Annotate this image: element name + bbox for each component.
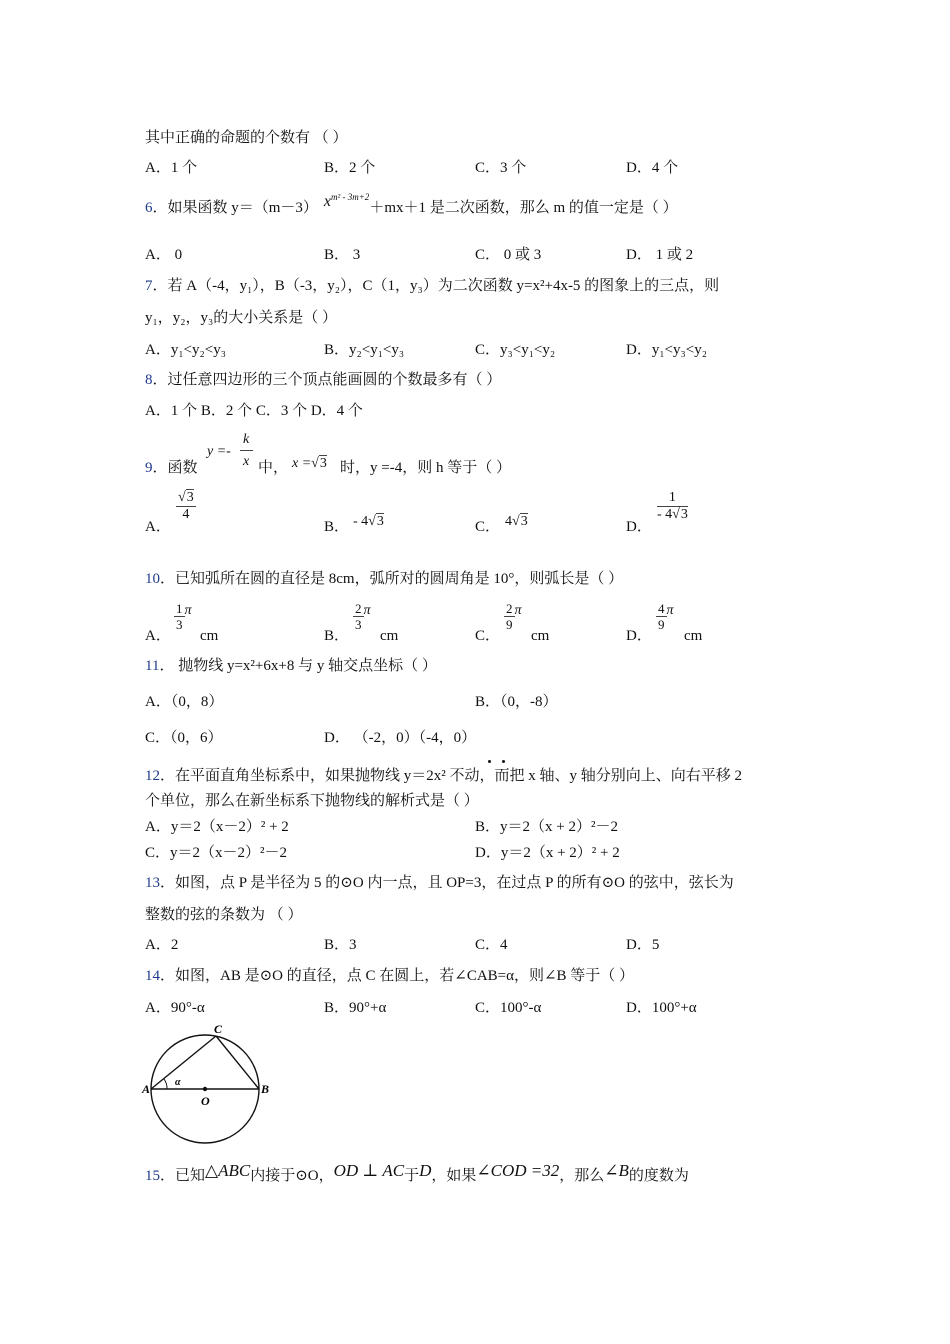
q12-number: 12 — [145, 768, 160, 784]
q9-option-a-letter: A． — [145, 519, 171, 535]
label-alpha: α — [175, 1077, 181, 1088]
q6-exponent: m² - 3m+2 — [331, 192, 370, 202]
q8-number: 8 — [145, 372, 153, 388]
q9-number: 9 — [145, 460, 153, 476]
q6-option-a: A． 0 — [145, 247, 183, 263]
q10-option-b-unit: cm — [380, 628, 399, 644]
q5-option-b: B．2 个 — [324, 160, 376, 176]
q11-option-b: B．（0，-8） — [475, 694, 558, 710]
q5-option-a: A．1 个 — [145, 160, 198, 176]
q14-option-c: C．100°-α — [475, 1000, 542, 1016]
q9-text-b: 中， — [258, 460, 289, 476]
q14-text: ．如图，AB 是⊙O 的直径，点 C 在圆上，若∠CAB=α，则∠B 等于（ ） — [160, 968, 635, 984]
q13-option-c: C．4 — [475, 937, 508, 953]
q9-x-value: x =√3 — [292, 456, 327, 471]
q15-text-b: 内接于⊙O， — [250, 1168, 334, 1184]
q15-perpendicular: OD ⊥ AC — [333, 1161, 405, 1180]
q15-point-d: D — [419, 1161, 432, 1180]
q9-option-c-letter: C． — [475, 519, 501, 535]
emphasis-dot — [502, 760, 505, 763]
q15-angle-cod: ∠COD =32 — [476, 1161, 560, 1180]
q14-stem — [145, 966, 634, 986]
q10-option-a-letter: A． — [145, 628, 171, 644]
q12-option-a: A．y＝2（x－2）² + 2 — [145, 819, 289, 835]
q7-number: 7 — [145, 278, 153, 294]
q10-option-c-unit: cm — [531, 628, 550, 644]
q10-option-c-value: $\frac{2}{9}$ π — [506, 601, 522, 632]
q15-text-f: ，如果 — [431, 1168, 477, 1184]
q10-option-d-letter: D． — [626, 628, 652, 644]
q7-option-d: D．y₁<y₃<y₂ — [626, 342, 707, 358]
q12-text-a: ．在平面直角坐标系中，如果抛物线 y＝2x² 不动，而把 x 轴、y 轴分别向上、向右平移 2 — [160, 768, 743, 784]
q13-stem-line2: 整数的弦的条数为 （ ） — [145, 907, 303, 923]
label-c: C — [214, 1022, 223, 1036]
q7-stem-line1 — [145, 276, 719, 296]
q12-option-d: D．y＝2（x + 2）² + 2 — [475, 845, 620, 861]
q10-option-b-value: $\frac{2}{3}$ π — [355, 601, 371, 632]
q6-option-c: C． 0 或 3 — [475, 247, 542, 263]
q9-option-b-value: - 4√3 — [353, 514, 384, 529]
q9-option-a-value: √3 4 — [178, 490, 194, 522]
q8-options: A．1 个 B．2 个 C．3 个 D．4 个 — [145, 403, 363, 419]
q14-option-a: A．90°-α — [145, 1000, 205, 1016]
q14-option-b: B．90°+α — [324, 1000, 387, 1016]
label-b: B — [261, 1082, 270, 1096]
q13-text-a: ．如图，点 P 是半径为 5 的⊙O 内一点，且 OP=3，在过点 P 的所有⊙O 的弦中，弦长为 — [160, 875, 734, 891]
q8-text: ．过任意四边形的三个顶点能画圆的个数最多有（ ） — [152, 372, 502, 388]
q11-option-d: D． （-2，0）（-4，0） — [324, 730, 477, 746]
q5-option-d: D．4 个 — [626, 160, 679, 176]
q13-stem-line1 — [145, 873, 734, 893]
q11-option-c: C．（0，6） — [145, 730, 223, 746]
label-o: O — [201, 1094, 210, 1108]
q13-option-a: A．2 — [145, 937, 179, 953]
q15-number: 15 — [145, 1168, 160, 1184]
q7-option-a: A．y₁<y₂<y₃ — [145, 342, 226, 358]
q13-option-b: B．3 — [324, 937, 357, 953]
q13-option-d: D．5 — [626, 937, 660, 953]
q11-number: 11 — [145, 658, 160, 674]
q15-text-a: ．已知 — [160, 1168, 206, 1184]
q14-number: 14 — [145, 968, 160, 984]
label-a: A — [142, 1082, 151, 1096]
q10-option-a-value: $\frac{1}{3}$ π — [176, 601, 192, 632]
q14-option-d: D．100°+α — [626, 1000, 697, 1016]
q15-angle-b: ∠B — [604, 1161, 629, 1180]
q6-text-a: ．如果函数 y＝（m－3） — [152, 200, 318, 216]
q10-stem — [145, 569, 623, 589]
q11-option-a: A．（0，8） — [145, 694, 224, 710]
q10-text: ．已知弧所在圆的直径是 8cm，弧所对的圆周角是 10°，则弧长是（ ） — [160, 571, 624, 587]
q12-stem-line1 — [145, 766, 742, 786]
q15-triangle: △ABC — [205, 1161, 251, 1180]
angle-arc — [164, 1079, 167, 1089]
q10-option-d-unit: cm — [684, 628, 703, 644]
q6-text-b: ＋mx＋1 是二次函数，那么 m 的值一定是（ ） — [369, 200, 678, 216]
q10-option-a-unit: cm — [200, 628, 219, 644]
circle-diagram — [140, 1022, 275, 1147]
q6-stem — [145, 192, 678, 219]
q5-option-c: C．3 个 — [475, 160, 527, 176]
q15-text-h: ，那么 — [559, 1168, 605, 1184]
q10-option-d-value: $\frac{4}{9}$ π — [658, 601, 674, 632]
q6-number: 6 — [145, 200, 153, 216]
q11-stem — [145, 656, 437, 676]
q15-stem — [145, 1161, 689, 1186]
q13-number: 13 — [145, 875, 160, 891]
q6-x: x — [323, 193, 332, 210]
q9-option-c-value: 4√3 — [505, 514, 528, 529]
q5-stem: 其中正确的命题的个数有 （ ） — [145, 130, 348, 146]
chord-ac — [151, 1036, 216, 1089]
q7-option-b: B．y₂<y₁<y₃ — [324, 342, 405, 358]
q12-option-b: B．y＝2（x + 2）²－2 — [475, 819, 618, 835]
q9-text-c: 时，y =-4，则 h 等于（ ） — [340, 460, 511, 476]
q7-stem-line2: y₁，y₂，y₃的大小关系是（ ） — [145, 310, 337, 326]
q12-stem-line2: 个单位，那么在新坐标系下抛物线的解析式是（ ） — [145, 793, 479, 809]
q10-option-b-letter: B． — [324, 628, 350, 644]
q12-option-c: C．y＝2（x－2）²－2 — [145, 845, 288, 861]
q10-number: 10 — [145, 571, 160, 587]
q9-stem — [145, 458, 198, 478]
q9-text-a: ．函数 — [152, 460, 198, 476]
center-point-o — [203, 1087, 207, 1091]
q8-stem — [145, 370, 501, 390]
q9-option-d-value: 1 - 4√3 — [657, 490, 688, 522]
q9-option-b-letter: B． — [324, 519, 350, 535]
q11-text: ． 抛物线 y=x²+6x+8 与 y 轴交点坐标（ ） — [159, 658, 437, 674]
q6-option-d: D． 1 或 2 — [626, 247, 694, 263]
q9-option-d-letter: D． — [626, 519, 652, 535]
q15-text-d: 于 — [404, 1168, 420, 1184]
q7-option-c: C．y₃<y₁<y₂ — [475, 342, 556, 358]
q6-option-b: B． 3 — [324, 247, 361, 263]
q7-text-a: ．若 A（-4，y₁），B（-3，y₂），C（1，y₃）为二次函数 y=x²+4x-5 的图象上的三点，则 — [152, 278, 720, 294]
q15-text-j: 的度数为 — [628, 1168, 689, 1184]
q10-option-c-letter: C． — [475, 628, 501, 644]
emphasis-dot — [488, 760, 491, 763]
